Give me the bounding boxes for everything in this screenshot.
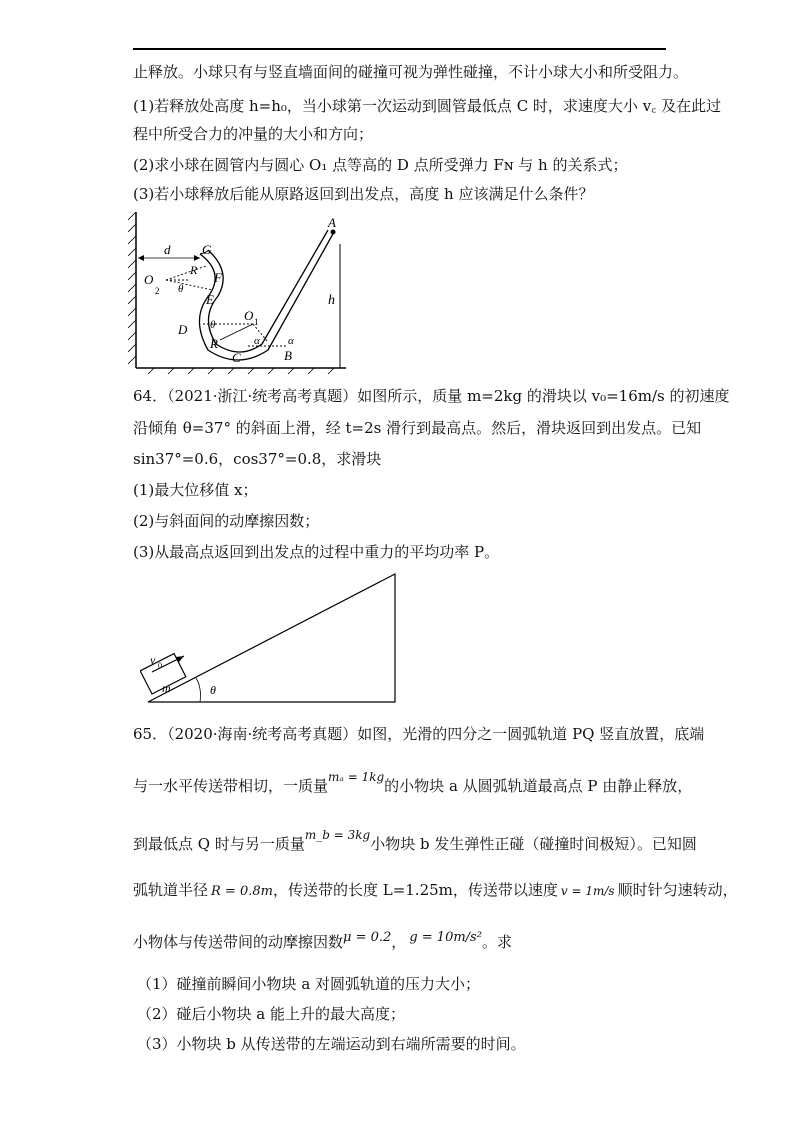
q63-part1-line1: (1)若释放处高度 h=h₀，当小球第一次运动到圆管最低点 C 时，求速度大小 v꜀ 及在此过: [133, 97, 722, 115]
label-h: h: [328, 293, 335, 308]
label-O1: O: [244, 308, 254, 323]
q65-line4: [133, 880, 738, 902]
top-rule: [133, 48, 666, 50]
label-O1-sub: 1: [254, 317, 259, 327]
q65-part3: （3）小物块 b 从传送带的左端运动到右端所需要的时间。: [137, 1035, 526, 1053]
label-C: C: [232, 350, 241, 365]
q64-heading-line3: sin37°=0.6，cos37°=0.8，求滑块: [133, 450, 382, 468]
q64-heading-line2: 沿倾角 θ=37° 的斜面上滑，经 t=2s 滑行到最高点。然后，滑块返回到出发点。已知: [133, 419, 702, 437]
q65-line2-post: 的小物块 a 从圆弧轨道最高点 P 由静止释放，: [384, 777, 693, 795]
formula-v: v = 1m/s: [560, 884, 615, 898]
q64-heading-line1: 64．（2021·浙江·统考高考真题）如图所示，质量 m=2kg 的滑块以 v₀=16m/s 的初速度: [133, 387, 730, 405]
label-G: G: [202, 242, 212, 257]
q63-part2: (2)求小球在圆管内与圆心 O₁ 点等高的 D 点所受弹力 Fɴ 与 h 的关系式；: [133, 156, 628, 174]
q65-line2: [133, 770, 693, 797]
q65-line3-pre: 到最低点 Q 时与另一质量: [133, 835, 305, 853]
label-alpha-2: α: [288, 335, 294, 347]
q64-figure: [140, 568, 405, 708]
label-theta-upper: θ: [178, 283, 184, 295]
label-alpha-1: α: [254, 335, 260, 347]
q65-line4-c: 顺时针匀速转动，: [617, 881, 738, 899]
q65-line2-pre: 与一水平传送带相切，一质量: [133, 777, 329, 795]
label-R-upper: R: [190, 263, 198, 277]
q63-part1-line2: 程中所受合力的冲量的大小和方向；: [133, 125, 374, 143]
q65-line4-a: 弧轨道半径: [133, 881, 209, 899]
label-E: E: [206, 292, 214, 307]
label-d: d: [164, 242, 171, 257]
q63-part3: (3)若小球释放后能从原路返回到出发点，高度 h 应该满足什么条件？: [133, 185, 594, 203]
label-v0: v: [150, 653, 156, 667]
label-v0-sub: 0: [158, 661, 162, 670]
formula-mu: μ = 0.2: [343, 930, 392, 945]
q65-heading-line1: 65．（2020·海南·统考高考真题）如图，光滑的四分之一圆弧轨道 PQ 竖直放置，底端: [133, 725, 705, 743]
formula-mb: m_b = 3kg: [304, 828, 371, 842]
label-theta: θ: [210, 683, 216, 697]
q65-part2: （2）碰后小物块 a 能上升的最大高度；: [137, 1005, 406, 1023]
q65-line5-pre: 小物体与传送带间的动摩擦因数: [133, 933, 344, 951]
q65-line5: [133, 932, 512, 954]
formula-g: g = 10m/s²: [409, 930, 482, 945]
q65-comma: ，: [391, 933, 407, 951]
q64-part3: (3)从最高点返回到出发点的过程中重力的平均功率 P。: [133, 543, 500, 561]
q64-part2: (2)与斜面间的动摩擦因数；: [133, 512, 320, 530]
continued-text: 止释放。小球只有与竖直墙面间的碰撞可视为弹性碰撞，不计小球大小和所受阻力。: [133, 63, 689, 81]
label-m: m: [162, 681, 171, 695]
q65-line3: [133, 828, 697, 855]
label-D: D: [178, 322, 188, 337]
formula-ma: mₐ = 1kg: [328, 770, 385, 784]
q65-part1: （1）碰撞前瞬间小物块 a 对圆弧轨道的压力大小；: [137, 975, 481, 993]
formula-R: R = 0.8m: [211, 884, 273, 899]
q65-line4-b: ，传送带的长度 L=1.25m，传送带以速度: [272, 881, 558, 899]
label-O2-sub: 2: [155, 286, 160, 296]
q65-line3-post: 小物块 b 发生弹性正碰（碰撞时间极短）。已知圆: [370, 835, 697, 853]
label-B: B: [284, 348, 292, 363]
q65-line5-post: 。求: [481, 933, 512, 951]
q64-part1: (1)最大位移值 x；: [133, 481, 258, 499]
label-O2: O: [144, 272, 154, 287]
label-F: F: [214, 270, 222, 285]
label-R-lower: R: [210, 336, 218, 351]
label-theta-lower: θ: [210, 319, 216, 331]
label-A: A: [328, 215, 336, 230]
q63-figure: [128, 210, 358, 375]
